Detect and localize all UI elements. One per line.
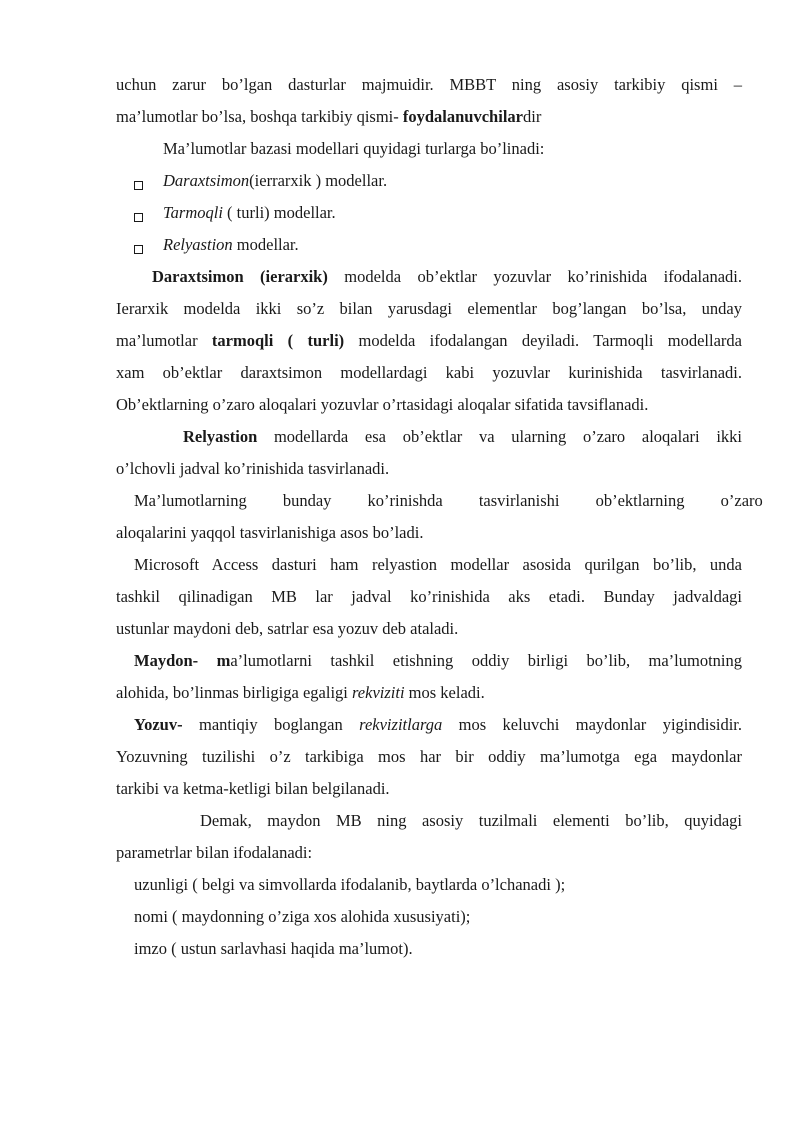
text-run: a’lumotlarni tashkil etishning oddiy birligi bo’lib, ma’lumotning — [230, 651, 742, 670]
list-item-term: Tarmoqli — [163, 203, 223, 222]
text-line: xam ob’ektlar daraxtsimon modellardagi kabi yozuvlar kurinishida tasvirlanadi. — [116, 363, 742, 382]
list-item — [163, 165, 742, 197]
list-item-text: ( turli) modellar. — [222, 203, 336, 222]
text-line: aloqalarini yaqqol tasvirlanishiga asos bo’ladi. — [116, 523, 424, 542]
text-line: Yozuvning tuzilishi o’z tarkibiga mos har bir oddiy ma’lumotga ega maydonlar — [116, 747, 742, 766]
text-run: ma’lumotlar — [116, 331, 212, 350]
bold-term-tarmoqli: tarmoqli ( turli) — [211, 331, 345, 350]
parameter-line: nomi ( maydonning o’ziga xos alohida xususiyati); — [134, 907, 471, 926]
text-line: parametrlar bilan ifodalanadi: — [116, 843, 313, 862]
bold-term-maydon: Maydon- m — [134, 651, 231, 670]
text-run: modellarda esa ob’ektlar va ularning o’zaro aloqalari ikki — [257, 427, 742, 446]
text-run: modelda ifodalangan deyiladi. Tarmoqli modellarda — [344, 331, 742, 350]
text-line: o’lchovli jadval ko’rinishida tasvirlanadi. — [116, 459, 390, 478]
text-run: dir — [522, 107, 542, 126]
text-run: alohida, bo’linmas birligiga egaligi — [116, 683, 352, 702]
text-line — [116, 677, 742, 709]
text-line: tashkil qilinadigan MB lar jadval ko’rinishida aks etadi. Bunday jadvaldagi — [116, 587, 742, 606]
text-run: mos keluvchi maydonlar yigindisidir. — [442, 715, 742, 734]
text-line: Demak, maydon MB ning asosiy tuzilmali elementi bo’lib, quyidagi — [200, 811, 742, 830]
parameter-line: uzunligi ( belgi va simvollarda ifodalanib, baytlarda o’lchanadi ); — [134, 875, 566, 894]
text-line — [134, 645, 742, 677]
bold-term-daraxtsimon: Daraxtsimon (ierarxik) — [152, 267, 328, 286]
parameter-line: imzo ( ustun sarlavhasi haqida ma’lumot). — [134, 939, 413, 958]
italic-term-rekviziti: rekviziti — [352, 683, 405, 702]
bold-term-foydalanuvchilar: foydalanuvchilar — [402, 107, 523, 126]
list-item-term: Daraxtsimon — [163, 171, 250, 190]
text-line — [116, 325, 742, 357]
italic-term-rekvizitlarga: rekvizitlarga — [359, 715, 443, 734]
text-line — [152, 261, 742, 293]
text-line: ustunlar maydoni deb, satrlar esa yozuv deb ataladi. — [116, 619, 459, 638]
text-run: modelda ob’ektlar yozuvlar ko’rinishida ifodalanadi. — [327, 267, 742, 286]
square-bullet-icon — [134, 181, 143, 190]
text-line: tarkibi va ketma-ketligi bilan belgilanadi. — [116, 779, 390, 798]
list-item-term: Relyastion — [163, 235, 233, 254]
bold-term-yozuv: Yozuv- — [134, 715, 183, 734]
text-line: uchun zarur bo’lgan dasturlar majmuidir. MBBT ning asosiy tarkibiy qismi – — [116, 75, 742, 94]
list-item-text: (ierrarxik ) modellar. — [249, 171, 388, 190]
list-item — [163, 229, 742, 261]
text-run: ma’lumotlar bo’lsa, boshqa tarkibiy qismi- — [116, 107, 403, 126]
text-line — [134, 709, 742, 741]
list-item — [163, 197, 742, 229]
text-line: Ierarxik modelda ikki so’z bilan yarusdagi elementlar bog’langan bo’lsa, unday — [116, 299, 742, 318]
square-bullet-icon — [134, 213, 143, 222]
text-line: Microsoft Access dasturi ham relyastion modellar asosida qurilgan bo’lib, unda — [134, 555, 742, 574]
list-item-text: modellar. — [232, 235, 299, 254]
text-run: mos keladi. — [404, 683, 485, 702]
text-line: Ob’ektlarning o’zaro aloqalari yozuvlar o’rtasidagi aloqalar sifatida tavsiflanadi. — [116, 395, 649, 414]
text-line: Ma’lumotlar bazasi modellari quyidagi turlarga bo’linadi: — [163, 139, 545, 158]
square-bullet-icon — [134, 245, 143, 254]
text-line — [183, 421, 742, 453]
text-line: Ma’lumotlarning bunday ko’rinishda tasvirlanishi ob’ektlarning o’zaro — [134, 491, 763, 510]
text-line — [116, 101, 742, 133]
text-run: mantiqiy boglangan — [182, 715, 360, 734]
bold-term-relyastion: Relyastion — [183, 427, 258, 446]
